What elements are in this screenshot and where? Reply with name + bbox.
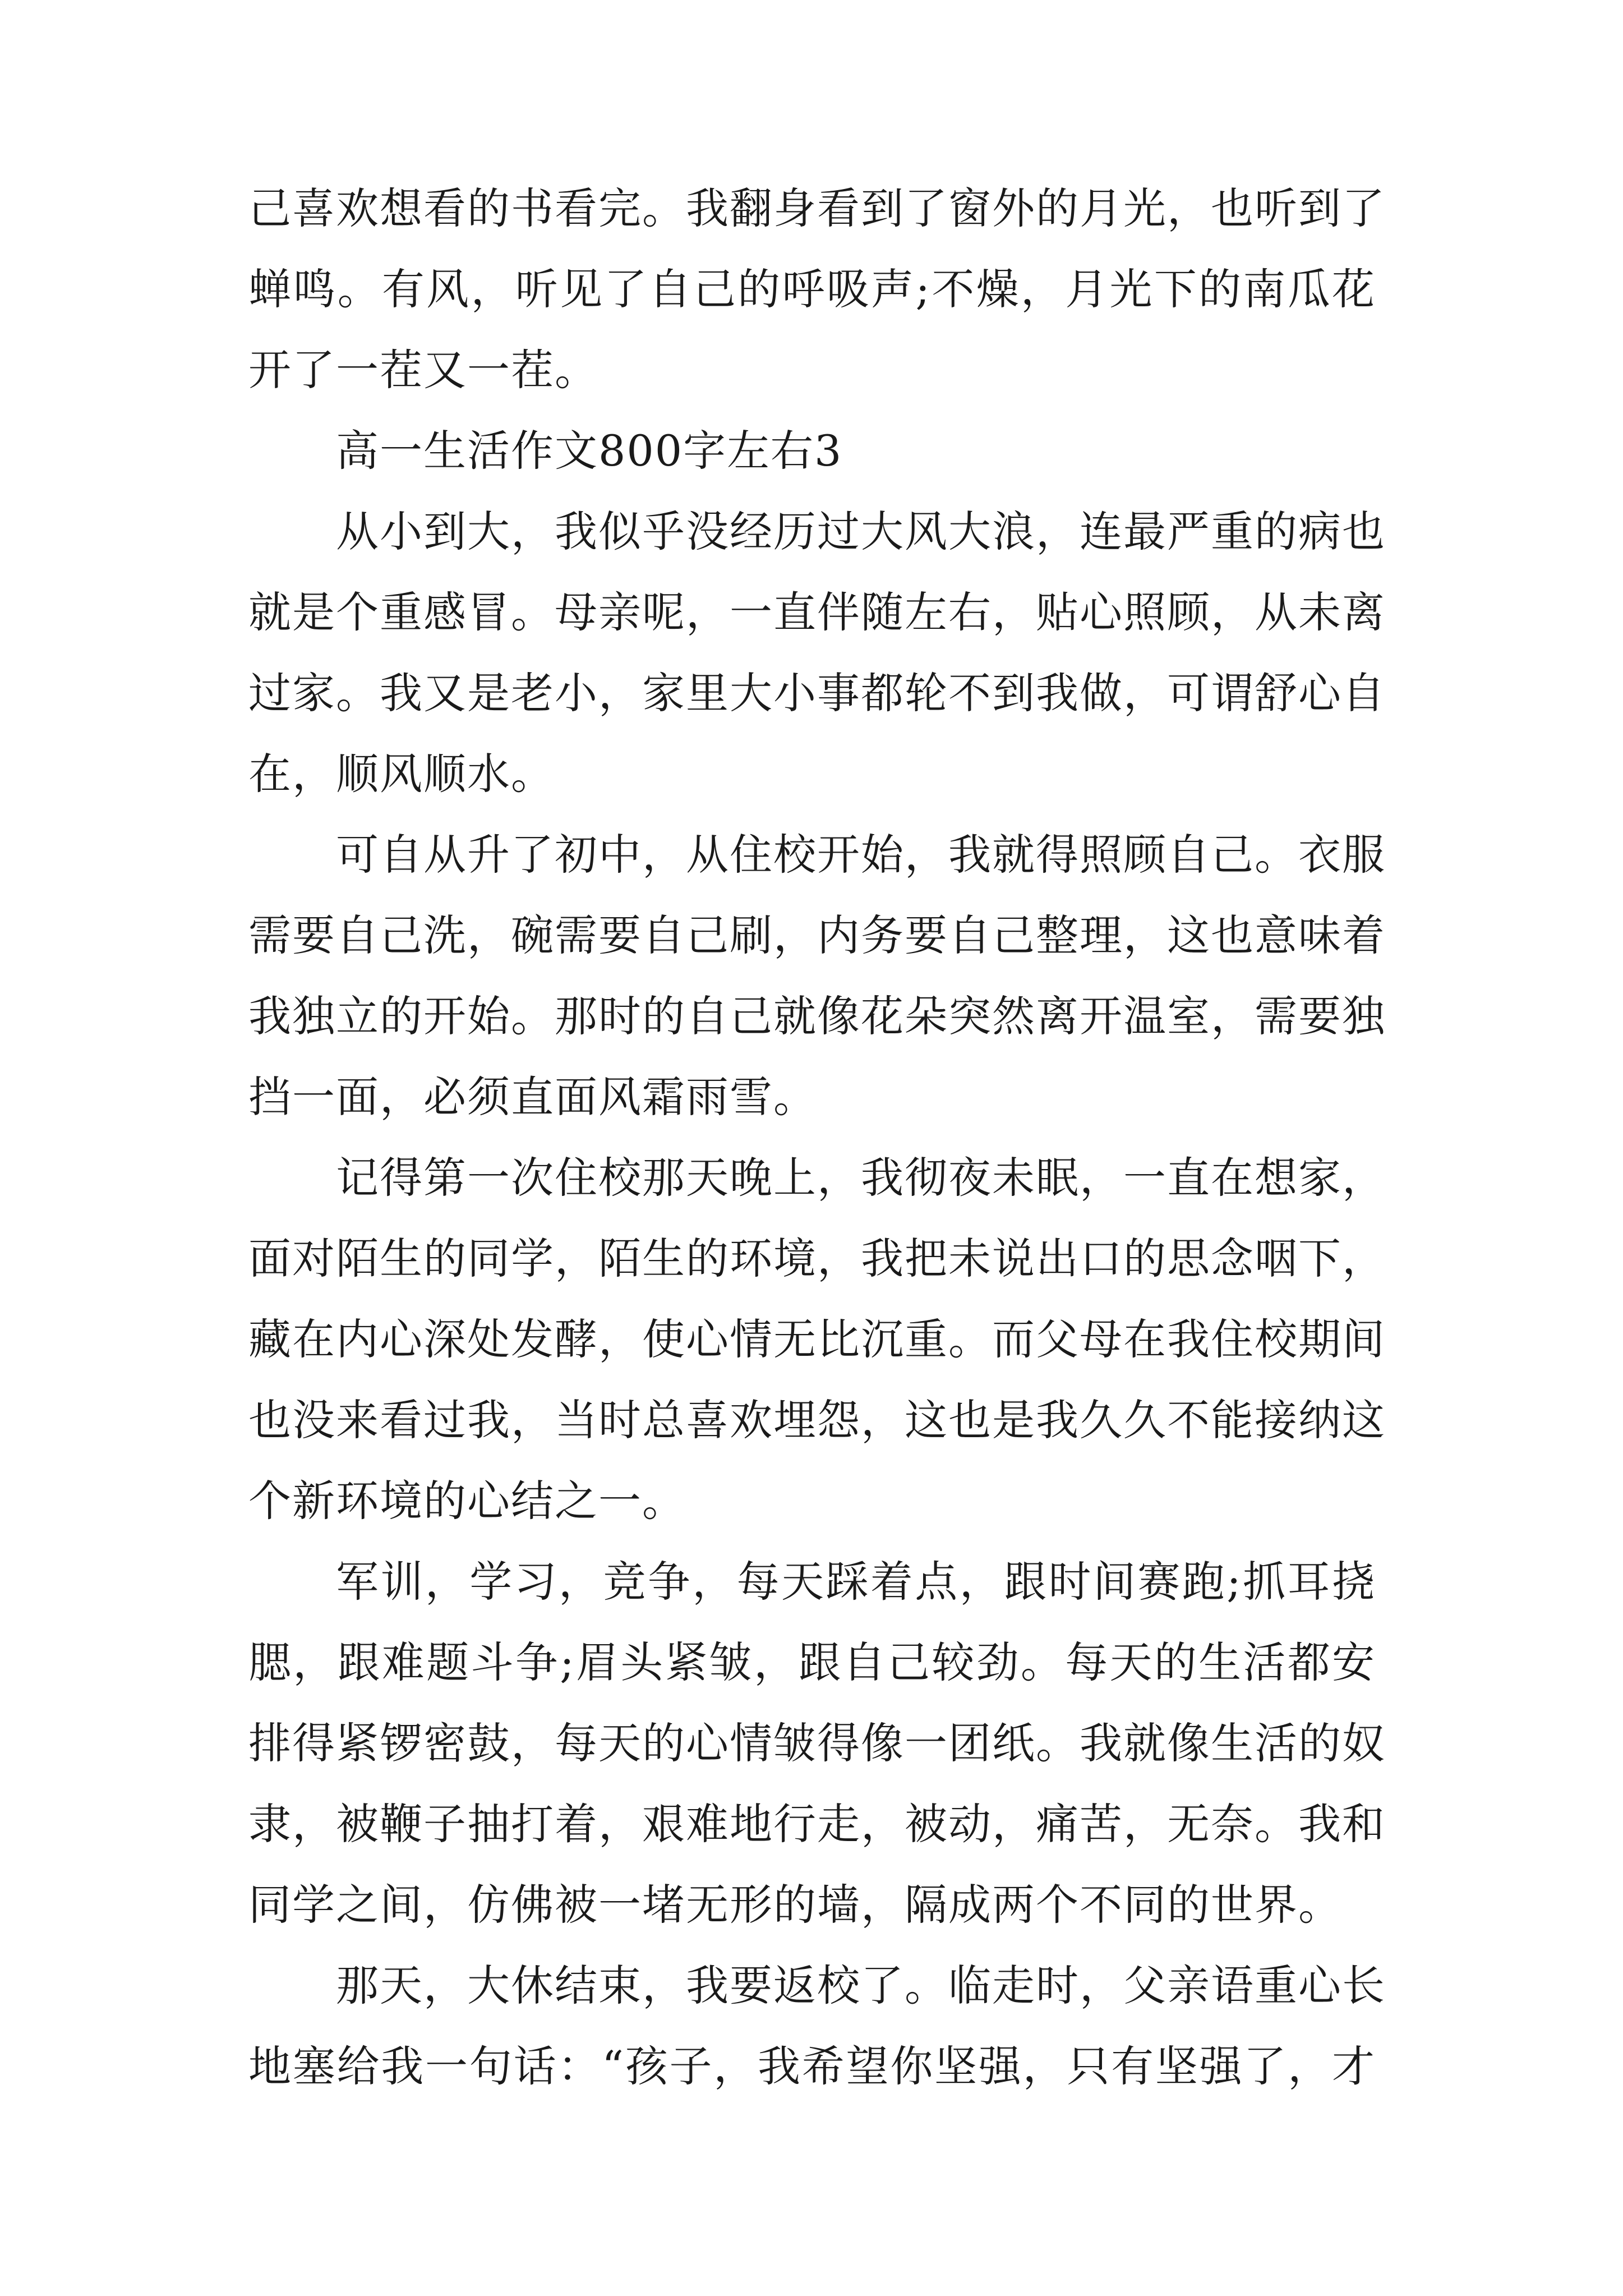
paragraph (248, 1542, 1386, 1945)
paragraph (248, 1945, 1386, 2107)
text-line: 个新环境的心结之一。 (248, 1476, 686, 1526)
text-line: 同学之间，仿佛被一堵无形的墙，隔成两个不同的世界。 (248, 1880, 1342, 1930)
paragraph-continuation (248, 168, 1386, 411)
text-line: 需要自己洗，碗需要自己刷，内务要自己整理，这也意味着 (248, 910, 1386, 960)
text-line: 藏在内心深处发酵，使心情无比沉重。而父母在我住校期间 (248, 1314, 1386, 1364)
text-line: 那天，大休结束，我要返校了。临走时，父亲语重心长 (336, 1961, 1386, 2010)
text-line: 隶，被鞭子抽打着，艰难地行走，被动，痛苦，无奈。我和 (248, 1799, 1386, 1849)
heading-line: 高一生活作文800字左右3 (336, 426, 843, 476)
text-line: 也没来看过我，当时总喜欢埋怨，这也是我久久不能接纳这 (248, 1395, 1386, 1445)
text-line: 军训，学习，竞争，每天踩着点，跟时间赛跑;抓耳挠 (336, 1557, 1376, 1607)
text-line: 过家。我又是老小，家里大小事都轮不到我做，可谓舒心自 (248, 668, 1386, 718)
text-line: 面对陌生的同学，陌生的环境，我把未说出口的思念咽下， (248, 1234, 1386, 1283)
paragraph (248, 491, 1386, 815)
text-line: 就是个重感冒。母亲呢，一直伴随左右，贴心照顾，从未离 (248, 587, 1386, 637)
text-line: 在，顺风顺水。 (248, 749, 555, 799)
text-line: 我独立的开始。那时的自己就像花朵突然离开温室，需要独 (248, 991, 1386, 1041)
paragraph (248, 1138, 1386, 1542)
text-line: 记得第一次住校那天晚上，我彻夜未眠，一直在想家， (336, 1153, 1386, 1203)
text-line: 可自从升了初中，从住校开始，我就得照顾自己。衣服 (336, 830, 1386, 880)
text-line: 从小到大，我似乎没经历过大风大浪，连最严重的病也 (336, 507, 1386, 556)
text-line: 己喜欢想看的书看完。我翻身看到了窗外的月光，也听到了 (248, 183, 1386, 233)
text-line: 排得紧锣密鼓，每天的心情皱得像一团纸。我就像生活的奴 (248, 1718, 1386, 1768)
section-heading (248, 411, 1376, 491)
text-line: 开了一茬又一茬。 (248, 345, 598, 395)
text-line: 蝉鸣。有风，听见了自己的呼吸声;不燥，月光下的南瓜花 (248, 264, 1376, 314)
document-body (248, 168, 1386, 2107)
text-line: 腮，跟难题斗争;眉头紧皱，跟自己较劲。每天的生活都安 (248, 1637, 1376, 1687)
text-line: 地塞给我一句话：“孩子，我希望你坚强，只有坚强了，才 (248, 2041, 1376, 2091)
text-line: 挡一面，必须直面风霜雨雪。 (248, 1072, 817, 1122)
paragraph (248, 815, 1386, 1138)
